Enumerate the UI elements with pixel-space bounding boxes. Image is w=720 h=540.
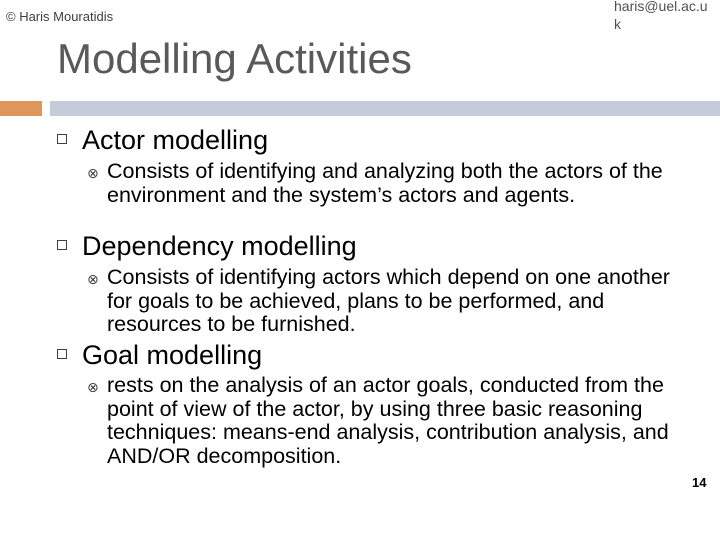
circle-x-bullet-icon: ⊗ — [87, 165, 99, 181]
sub-bullet-text: Consists of identifying and analyzing both the actors of the environment and the system’s actors and agents. — [107, 159, 663, 207]
square-bullet-icon — [57, 349, 67, 359]
copyright-text: © Haris Mouratidis — [6, 9, 114, 24]
title-accent-bar-blue — [50, 101, 720, 116]
title-accent-bar-orange — [0, 101, 42, 116]
slide-title: Modelling Activities — [57, 35, 412, 82]
sub-bullet-goal-modelling — [87, 374, 677, 468]
sub-bullet-actor-modelling — [87, 160, 677, 207]
sub-bullet-text: Consists of identifying actors which depend on one another for goals to be achieved, plans to be performed, and resources to be furnished. — [107, 265, 670, 336]
page-number: 14 — [692, 475, 707, 490]
circle-x-bullet-icon: ⊗ — [87, 379, 99, 395]
sub-bullet-dependency-modelling — [87, 266, 677, 337]
square-bullet-icon — [57, 134, 67, 144]
bullet-label: Actor modelling — [82, 125, 269, 155]
bullet-label: Goal modelling — [82, 340, 263, 370]
bullet-label: Dependency modelling — [82, 231, 357, 261]
circle-x-bullet-icon: ⊗ — [87, 271, 99, 287]
sub-bullet-text: rests on the analysis of an actor goals, conducted from the point of view of the actor, by using three basic reasoning techniques: means-end analysis, contribution analysis, and AND/OR decomposition. — [107, 373, 669, 468]
square-bullet-icon — [57, 240, 67, 250]
email-text: haris@uel.ac.uk — [614, 0, 708, 32]
